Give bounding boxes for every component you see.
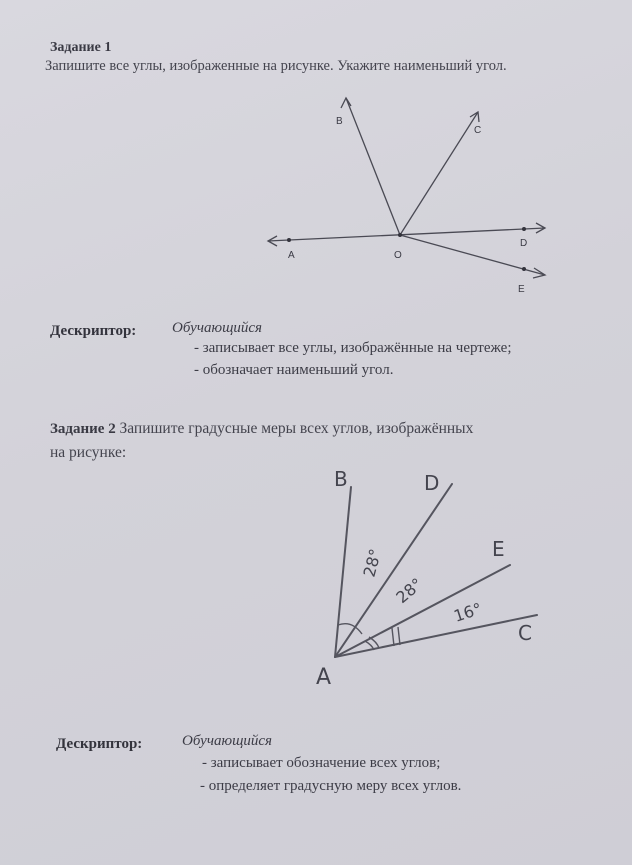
task1-descriptor-subject: Обучающийся [172, 320, 263, 336]
label-c: C [474, 125, 482, 136]
task2-bullet-2: - определяет градусную меру всех углов. [200, 778, 462, 794]
label2-e: E [492, 537, 505, 561]
label-d: D [520, 238, 528, 249]
task2-descriptor-label: Дескриптор: [56, 736, 143, 752]
arc-eac-mark2 [398, 627, 400, 645]
label-b: B [336, 116, 343, 127]
ray-ad [335, 484, 452, 657]
angle-eac-value: 16° [451, 598, 485, 626]
task2-bullet-1: - записывает обозначение всех углов; [202, 755, 441, 771]
label2-a: A [316, 665, 332, 690]
arc-dae-1 [365, 641, 374, 650]
label2-c: C [518, 621, 532, 645]
arc-dae-2 [369, 637, 379, 648]
task2-text-line2: на рисунке: [50, 444, 127, 461]
ray-ae [335, 565, 510, 657]
task2-text-line1: Запишите градусные меры всех углов, изображённых [119, 420, 474, 437]
angle-dae-value: 28° [392, 574, 427, 608]
task2-title: Задание 2 [50, 421, 116, 437]
task1-title: Задание 1 [50, 40, 112, 55]
task1-text: Запишите все углы, изображенные на рисунке. Укажите наименьший угол. [45, 58, 507, 74]
arc-eac-mark1 [392, 628, 394, 646]
task1-bullet-1: - записывает все углы, изображённые на чертеже; [194, 340, 512, 356]
label-o: O [394, 250, 402, 261]
task2-descriptor-subject: Обучающийся [182, 733, 273, 749]
angle-bad-value: 28° [359, 546, 386, 580]
label2-b: B [334, 467, 348, 491]
task1-bullet-2: - обозначает наименьший угол. [194, 362, 394, 378]
task1-descriptor-label: Дескриптор: [50, 323, 137, 339]
label-e: E [518, 284, 525, 295]
label-a: A [288, 250, 295, 261]
ray-ac [335, 615, 537, 657]
arc-bad [338, 624, 362, 634]
label2-d: D [424, 471, 440, 495]
ray-ab [335, 487, 351, 657]
